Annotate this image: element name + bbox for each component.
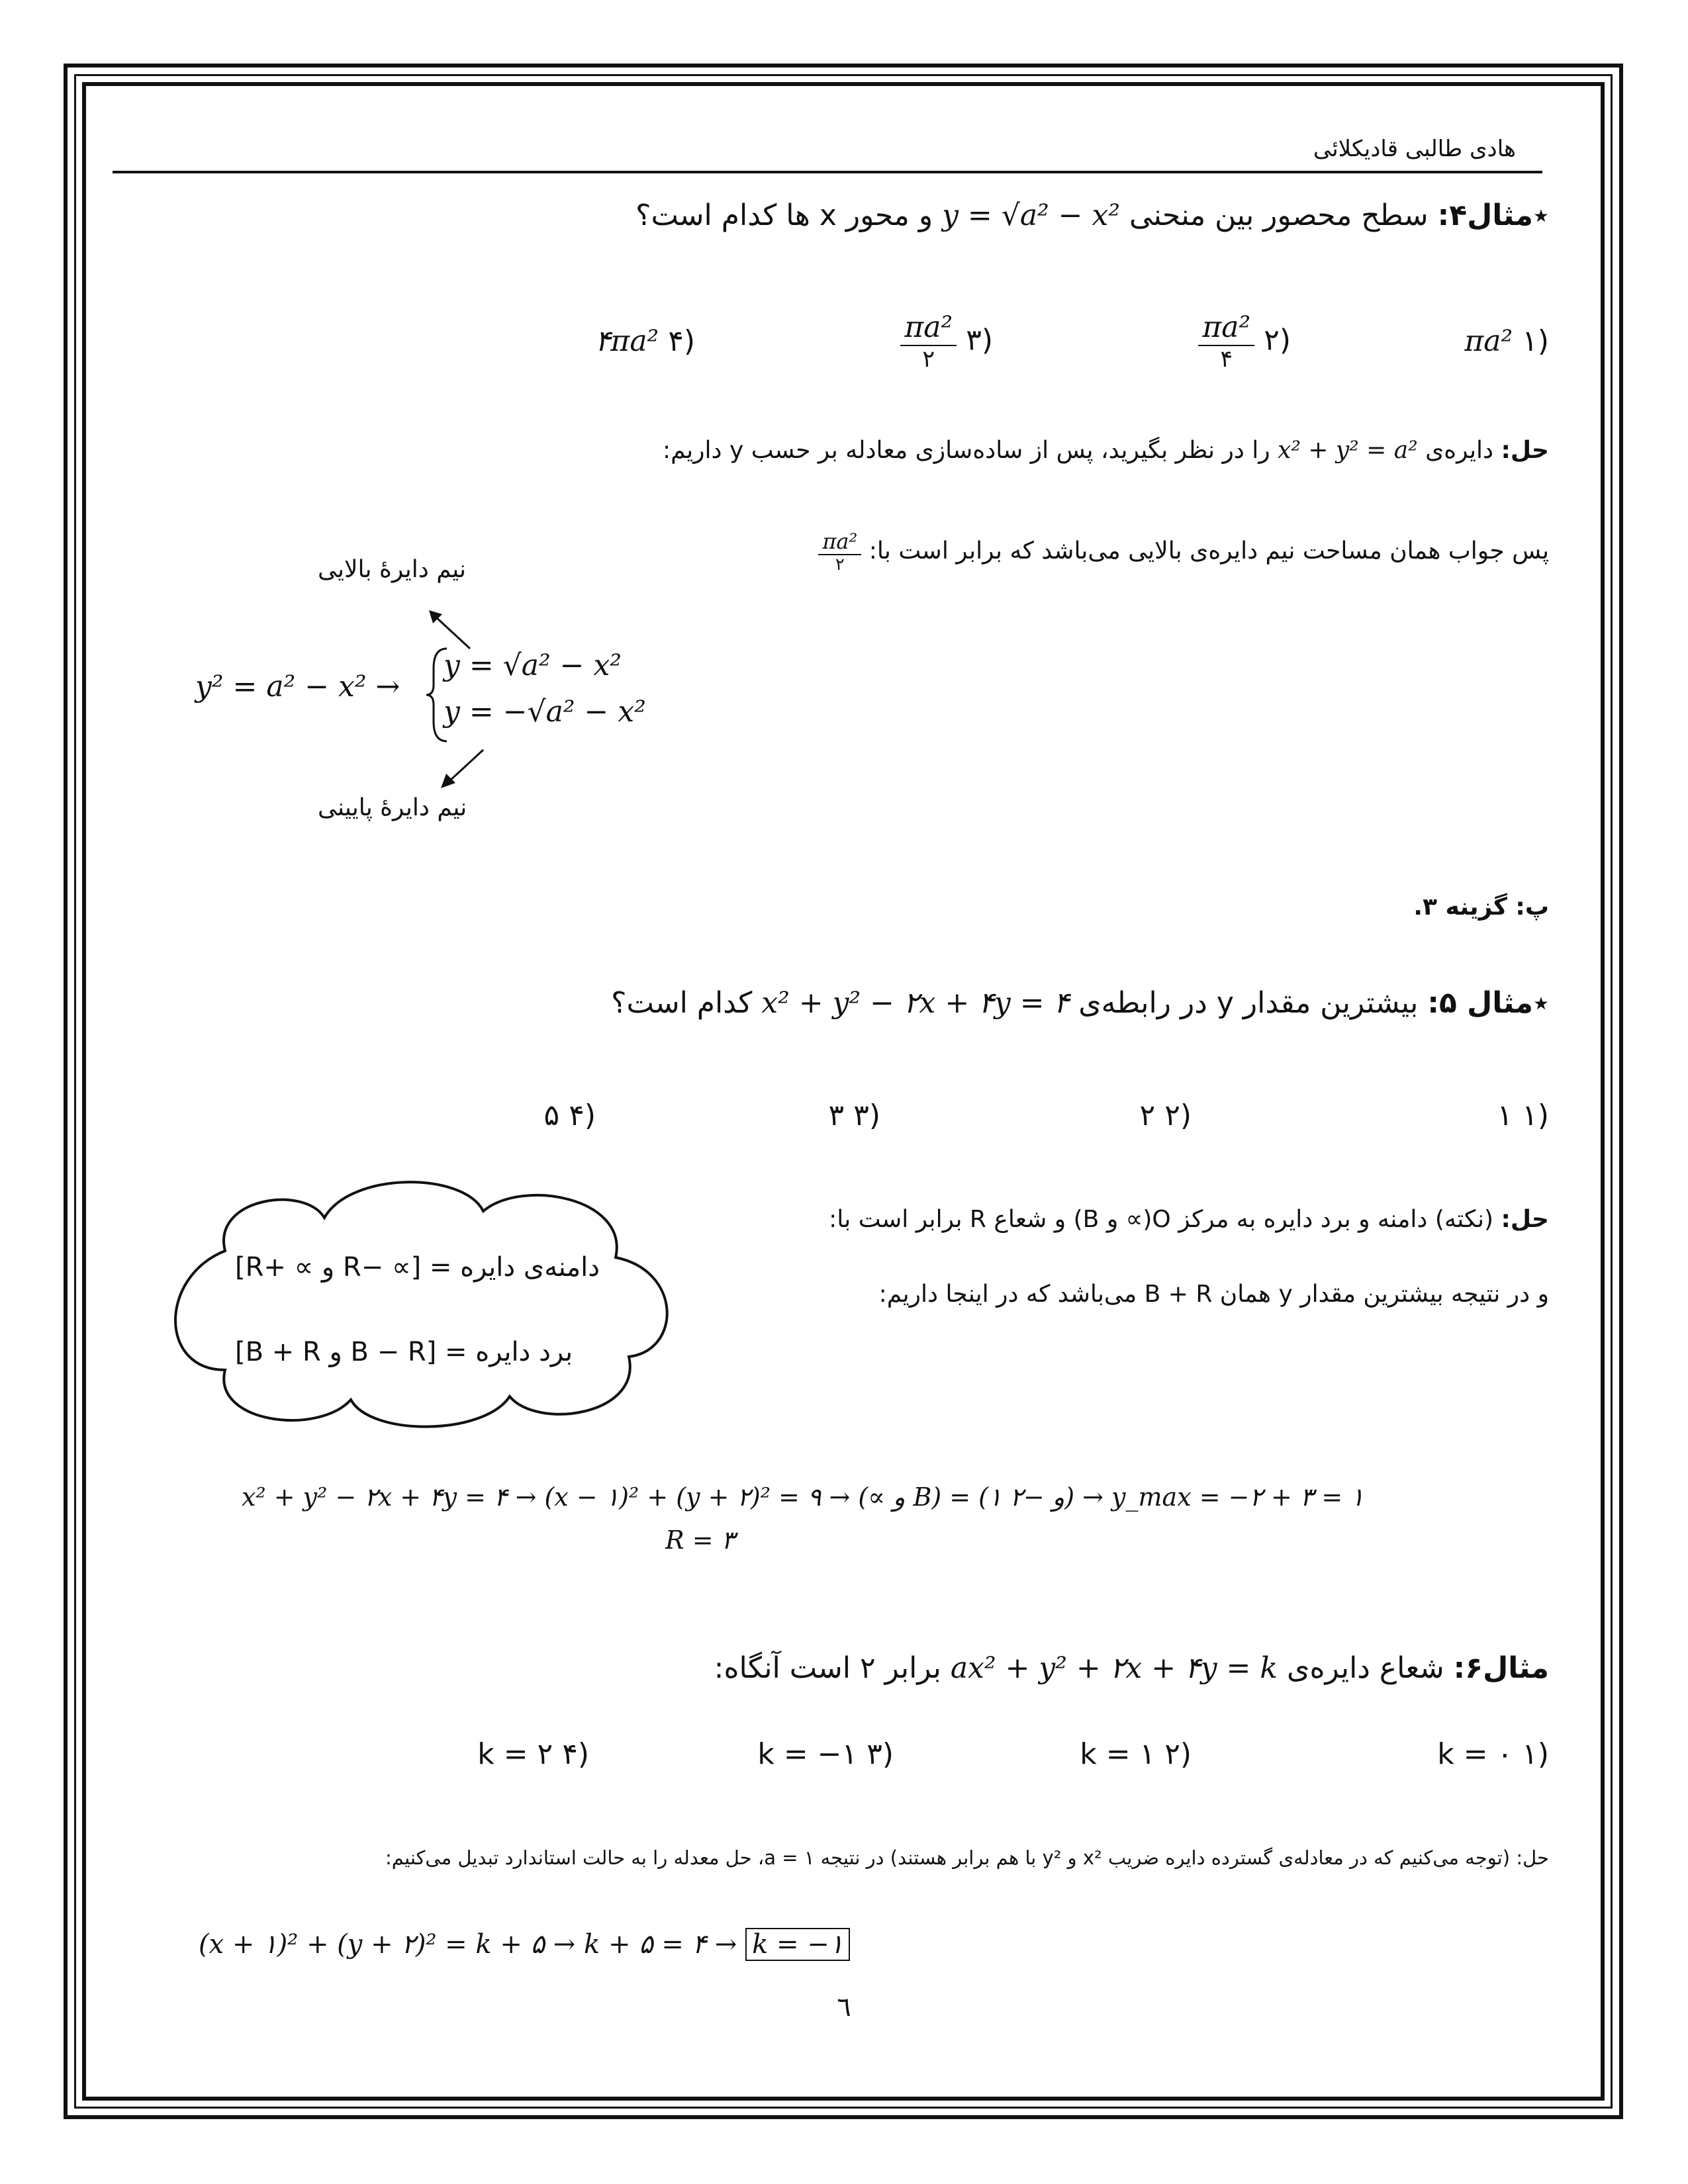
- example-5-solution-line-1: [829, 1206, 1549, 1233]
- example-4-answer-line: [818, 529, 1549, 574]
- example-5-text-after: کدام است؟: [611, 986, 753, 1020]
- example-4-formula: y = √a² − x²: [942, 199, 1120, 232]
- example-6-solution: حل: (توجه می‌کنیم که در معادله‌ی گسترده دایره ضریب x² و y² با هم برابر هستند) در نتیجه ۱ = a، حل معدله را به حالت استاندارد تبدیل می‌کنیم:: [385, 1846, 1549, 1869]
- example-6-derivation: [199, 1929, 850, 1960]
- header-rule: [113, 171, 1542, 173]
- option-number: (۱: [1522, 324, 1549, 358]
- option-number: (۴: [562, 1737, 589, 1771]
- example-5-option-3: [829, 1099, 880, 1132]
- upper-semicircle-label: نیم دایرۀ بالایی: [318, 556, 467, 583]
- cloud-domain-line: دامنه‌ی دایره = [∝ −R و ∝ +R]: [235, 1252, 600, 1283]
- example-6-text-after: برابر ۲ است آنگاه:: [714, 1651, 941, 1685]
- example-6-option-1: [1437, 1737, 1549, 1771]
- example-5-option-2: [1140, 1099, 1192, 1132]
- option-number: (۲: [1264, 323, 1291, 357]
- example-5-radius: R = ۳: [665, 1525, 735, 1555]
- solution-label: حل:: [1501, 1206, 1549, 1233]
- option-fraction: $\frac{\text{πa²}}{۲}$: [900, 311, 957, 373]
- page-number: ٦: [837, 1992, 851, 2023]
- option-value: πa²: [1464, 324, 1513, 358]
- page-border-inner: [82, 82, 1605, 2101]
- option-number: (۳: [853, 1099, 880, 1132]
- example-5-text-before: بیشترین مقدار y در رابطه‌ی: [1078, 986, 1419, 1020]
- example-4-option-4: [595, 324, 695, 358]
- option-value: k = ۰: [1437, 1737, 1513, 1771]
- example-5-solution-line-2: و در نتیجه بیشترین مقدار y همان B + R می‌باشد که در اینجا داریم:: [878, 1281, 1549, 1308]
- answer-text: پس جواب همان مساحت نیم دایره‌ی بالایی می‌باشد که برابر است با:: [868, 537, 1549, 565]
- answer-fraction: $\frac{\text{πa²}}{۲}$: [818, 529, 861, 574]
- option-value: k = ۱: [1080, 1737, 1156, 1771]
- option-value: ۴πa²: [594, 324, 659, 358]
- equation-left: y² = a² − x² →: [195, 670, 400, 704]
- option-number: (۱: [1522, 1099, 1549, 1132]
- example-4-final-answer: پ: گزینه ۳.: [1413, 893, 1549, 921]
- option-number: (۱: [1522, 1737, 1549, 1771]
- example-6-formula: ax² + y² + ۲x + ۴y = k: [950, 1651, 1278, 1685]
- example-5-option-4: [544, 1099, 596, 1132]
- cloud-callout: [152, 1171, 702, 1436]
- equation-lower-branch: y = −√a² − x²: [444, 695, 646, 729]
- example-6-question: [714, 1651, 1549, 1685]
- boxed-answer: k = −۱: [745, 1928, 850, 1961]
- solution-formula: x² + y² = a²: [1278, 437, 1418, 464]
- option-value: ۳: [828, 1099, 845, 1132]
- option-value: ۱: [1497, 1099, 1513, 1132]
- example-6-option-3: [757, 1737, 894, 1771]
- example-4-label: ٭مثال۴:: [1437, 199, 1549, 232]
- option-number: (۳: [867, 1737, 894, 1771]
- derivation-text: (x + ۱)² + (y + ۲)² = k + ۵ → k + ۵ = ۴ →: [199, 1929, 737, 1960]
- example-4-text-before: سطح محصور بین منحنی: [1129, 199, 1429, 232]
- example-4-option-1: [1464, 324, 1549, 358]
- example-6-option-2: [1080, 1737, 1192, 1771]
- author-header: هادی طالبی قادیکلائی: [1313, 136, 1516, 162]
- solution-text: را در نظر بگیرید، پس از ساده‌سازی معادله بر حسب y داریم:: [663, 437, 1270, 464]
- example-4-option-3: [900, 311, 993, 373]
- option-value: k = ۲: [477, 1737, 553, 1771]
- option-number: (۲: [1164, 1099, 1192, 1132]
- example-4-solution: [663, 437, 1549, 464]
- lower-semicircle-label: نیم دایرۀ پایینی: [318, 794, 467, 821]
- option-number: (۴: [668, 324, 695, 358]
- option-value: ۵: [543, 1099, 560, 1132]
- solution-text: (نکته) دامنه و برد دایره به مرکز O(∝ و B) و شعاع R برابر است با:: [829, 1206, 1494, 1233]
- cloud-range-line: برد دایره = [B − R و B + R]: [235, 1337, 573, 1367]
- option-value: k = −۱: [757, 1737, 858, 1771]
- example-5-option-1: [1497, 1099, 1549, 1132]
- example-5-formula: x² + y² − ۲x + ۴y = ۴: [761, 986, 1070, 1020]
- example-6-text-before: شعاع دایره‌ی: [1287, 1651, 1444, 1685]
- example-4-option-2: [1198, 311, 1291, 373]
- option-number: (۴: [569, 1099, 596, 1132]
- equation-upper-branch: y = √a² − x²: [444, 649, 622, 682]
- solution-text: دایره‌ی: [1425, 437, 1494, 464]
- example-5-label: ٭مثال ۵:: [1427, 986, 1549, 1020]
- example-4-question: [635, 199, 1549, 232]
- solution-label: حل:: [1501, 437, 1549, 464]
- option-number: (۳: [966, 323, 993, 357]
- example-6-label: مثال۶:: [1453, 1651, 1549, 1685]
- example-5-derivation: x² + y² − ۲x + ۴y = ۴ → (x − ۱)² + (y + ۲)² = ۹ → (∝ و B) = (۱ و −۲) → y_max = −۲ + ۳ = ۱: [242, 1482, 1364, 1512]
- option-value: ۲: [1139, 1099, 1156, 1132]
- down-arrow-icon: [437, 745, 490, 791]
- example-5-question: [611, 986, 1549, 1020]
- example-6-option-4: [477, 1737, 589, 1771]
- example-4-text-after: و محور x ها کدام است؟: [635, 199, 933, 232]
- option-number: (۲: [1164, 1737, 1192, 1771]
- option-fraction: $\frac{\text{πa²}}{۴}$: [1198, 311, 1254, 373]
